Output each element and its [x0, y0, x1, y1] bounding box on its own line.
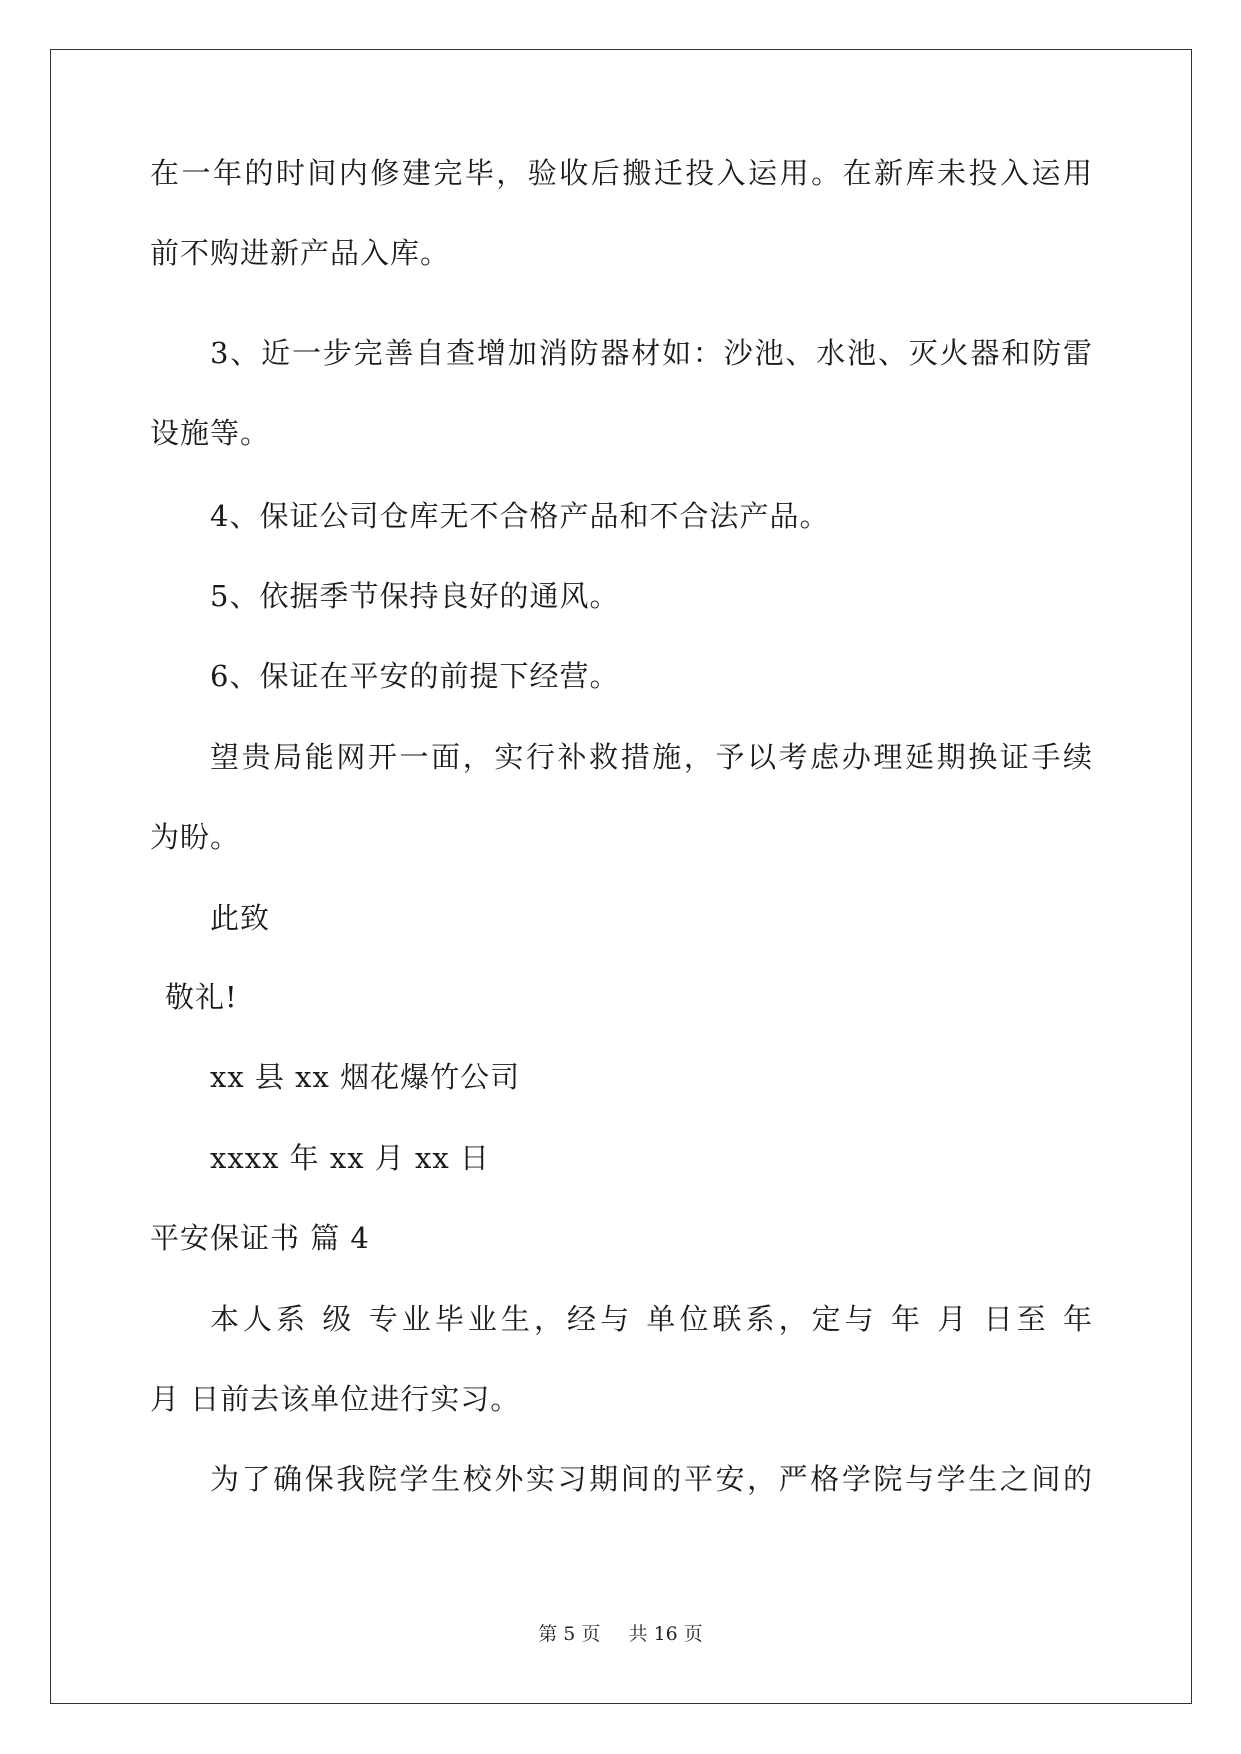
closing-respect: 敬礼! — [165, 980, 238, 1014]
page-total: 共 16 页 — [628, 1623, 703, 1645]
paragraph-line: 为了确保我院学生校外实习期间的平安，严格学院与学生之间的 — [210, 1462, 1093, 1496]
closing-salutation: 此致 — [210, 901, 271, 935]
page-footer — [0, 1622, 1241, 1646]
paragraph-line: 在一年的时间内修建完毕，验收后搬迁投入运用。在新库未投入运用 — [150, 156, 1093, 190]
paragraph-line: 6、保证在平安的前提下经营。 — [210, 659, 620, 693]
paragraph-line: 为盼。 — [150, 820, 241, 854]
paragraph-line: 3、近一步完善自查增加消防器材如：沙池、水池、灭火器和防雷 — [210, 336, 1093, 370]
paragraph-line: 望贵局能网开一面，实行补救措施，予以考虑办理延期换证手续 — [210, 740, 1093, 774]
signature-company: xx 县 xx 烟花爆竹公司 — [210, 1060, 521, 1094]
paragraph-line: 4、保证公司仓库无不合格产品和不合法产品。 — [210, 499, 830, 533]
paragraph-line: 本人系 级 专业毕业生，经与 单位联系，定与 年 月 日至 年 — [210, 1302, 1093, 1336]
section-heading: 平安保证书 篇 4 — [150, 1221, 370, 1255]
page-number: 第 5 页 — [538, 1623, 601, 1645]
page-border — [50, 49, 1192, 1704]
paragraph-line: 5、依据季节保持良好的通风。 — [210, 579, 620, 613]
paragraph-line: 前不购进新产品入库。 — [150, 236, 451, 270]
paragraph-line: 月 日前去该单位进行实习。 — [150, 1382, 521, 1416]
signature-date: xxxx 年 xx 月 xx 日 — [210, 1141, 490, 1175]
paragraph-line: 设施等。 — [150, 416, 271, 450]
